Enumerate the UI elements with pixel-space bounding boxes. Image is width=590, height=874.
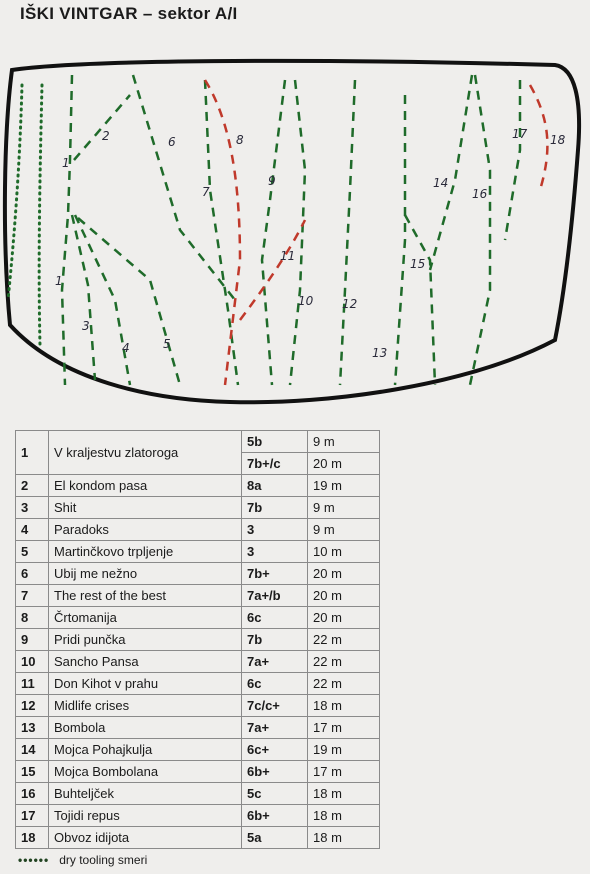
route-number: 2 (16, 475, 49, 497)
table-row (16, 475, 380, 497)
topo-label-3: 3 (82, 319, 90, 333)
route-length: 9 m (308, 431, 380, 453)
route-name: Midlife crises (49, 695, 242, 717)
route-grade: 7b (242, 629, 308, 651)
route-number: 9 (16, 629, 49, 651)
table-row (16, 541, 380, 563)
route-grade: 5b (242, 431, 308, 453)
topo-label-1b: 1 (62, 156, 70, 170)
route-length: 17 m (308, 717, 380, 739)
route-length: 20 m (308, 585, 380, 607)
route-name: Paradoks (49, 519, 242, 541)
topo-label-4: 4 (122, 341, 130, 355)
table-row (16, 739, 380, 761)
route-length: 10 m (308, 541, 380, 563)
topo-label-5: 5 (163, 337, 171, 351)
route-grade: 3 (242, 541, 308, 563)
route-length: 18 m (308, 805, 380, 827)
route-lines (62, 75, 520, 385)
route-grade: 5c (242, 783, 308, 805)
route-name: Martinčkovo trpljenje (49, 541, 242, 563)
hard-route-lines (205, 80, 547, 385)
topo-label-15: 15 (410, 257, 426, 271)
route-name: Don Kihot v prahu (49, 673, 242, 695)
legend (18, 853, 147, 867)
route-grade: 8a (242, 475, 308, 497)
table-row (16, 563, 380, 585)
route-number: 15 (16, 761, 49, 783)
table-row (16, 673, 380, 695)
route-length: 22 m (308, 651, 380, 673)
dry-tooling-lines (8, 85, 42, 345)
route-number: 8 (16, 607, 49, 629)
route-table (15, 430, 380, 849)
topo-label-6: 6 (168, 135, 176, 149)
route-grade: 7b (242, 497, 308, 519)
route-number: 1 (16, 431, 49, 475)
route-number: 18 (16, 827, 49, 849)
route-name: Bombola (49, 717, 242, 739)
route-length: 18 m (308, 783, 380, 805)
route-grade: 5a (242, 827, 308, 849)
route-name: El kondom pasa (49, 475, 242, 497)
route-name: Pridi punčka (49, 629, 242, 651)
route-name: Tojidi repus (49, 805, 242, 827)
route-number: 10 (16, 651, 49, 673)
route-grade: 7a+ (242, 717, 308, 739)
table-row (16, 761, 380, 783)
route-name: V kraljestvu zlatoroga (49, 431, 242, 475)
table-row (16, 629, 380, 651)
route-name: Mojca Bombolana (49, 761, 242, 783)
route-name: The rest of the best (49, 585, 242, 607)
route-name: Mojca Pohajkulja (49, 739, 242, 761)
route-length: 9 m (308, 519, 380, 541)
table-row (16, 497, 380, 519)
route-number: 3 (16, 497, 49, 519)
route-length: 20 m (308, 563, 380, 585)
crag-outline (5, 61, 579, 402)
table-row (16, 805, 380, 827)
route-name: Črtomanija (49, 607, 242, 629)
table-row (16, 783, 380, 805)
route-name: Buhteljček (49, 783, 242, 805)
route-length: 19 m (308, 739, 380, 761)
route-number: 11 (16, 673, 49, 695)
table-row (16, 585, 380, 607)
route-number: 13 (16, 717, 49, 739)
table-row (16, 431, 380, 453)
topo-label-7: 7 (202, 185, 210, 199)
topo-label-11: 11 (280, 249, 296, 263)
route-length: 22 m (308, 673, 380, 695)
topo-label-2: 2 (102, 129, 110, 143)
topo-label-16: 16 (472, 187, 488, 201)
route-length: 18 m (308, 695, 380, 717)
route-name: Shit (49, 497, 242, 519)
route-length: 20 m (308, 607, 380, 629)
topo-label-14: 14 (433, 176, 449, 190)
page-title: IŠKI VINTGAR – sektor A/I (20, 4, 238, 23)
route-length: 22 m (308, 629, 380, 651)
route-number: 7 (16, 585, 49, 607)
route-grade: 6c (242, 673, 308, 695)
topo-label-10: 10 (298, 294, 314, 308)
topo-label-8: 8 (236, 133, 244, 147)
route-grade: 6b+ (242, 761, 308, 783)
route-number: 14 (16, 739, 49, 761)
route-grade: 7b+ (242, 563, 308, 585)
route-grade: 7b+/c (242, 453, 308, 475)
table-row (16, 695, 380, 717)
route-number: 5 (16, 541, 49, 563)
route-grade: 6c+ (242, 739, 308, 761)
route-number: 6 (16, 563, 49, 585)
route-length: 18 m (308, 827, 380, 849)
table-row (16, 519, 380, 541)
topo-label-17: 17 (512, 127, 528, 141)
route-number: 12 (16, 695, 49, 717)
route-grade: 7a+ (242, 651, 308, 673)
table-row (16, 607, 380, 629)
table-row (16, 651, 380, 673)
route-number: 16 (16, 783, 49, 805)
crag-topo-drawing (0, 40, 590, 420)
route-length: 19 m (308, 475, 380, 497)
route-grade: 6b+ (242, 805, 308, 827)
route-grade: 3 (242, 519, 308, 541)
dotted-line-symbol: •••••• (18, 853, 50, 867)
legend-label: dry tooling smeri (59, 853, 148, 867)
route-number: 17 (16, 805, 49, 827)
topo-label-13: 13 (372, 346, 388, 360)
route-grade: 6c (242, 607, 308, 629)
table-row (16, 827, 380, 849)
route-grade: 7a+/b (242, 585, 308, 607)
route-name: Sancho Pansa (49, 651, 242, 673)
table-row (16, 717, 380, 739)
topo-label-18: 18 (550, 133, 566, 147)
route-name: Obvoz idijota (49, 827, 242, 849)
topo-label-9: 9 (268, 174, 276, 188)
route-length: 9 m (308, 497, 380, 519)
topo-label-1: 1 (55, 274, 63, 288)
route-length: 20 m (308, 453, 380, 475)
route-name: Ubij me nežno (49, 563, 242, 585)
route-grade: 7c/c+ (242, 695, 308, 717)
route-length: 17 m (308, 761, 380, 783)
topo-label-12: 12 (342, 297, 358, 311)
route-number: 4 (16, 519, 49, 541)
